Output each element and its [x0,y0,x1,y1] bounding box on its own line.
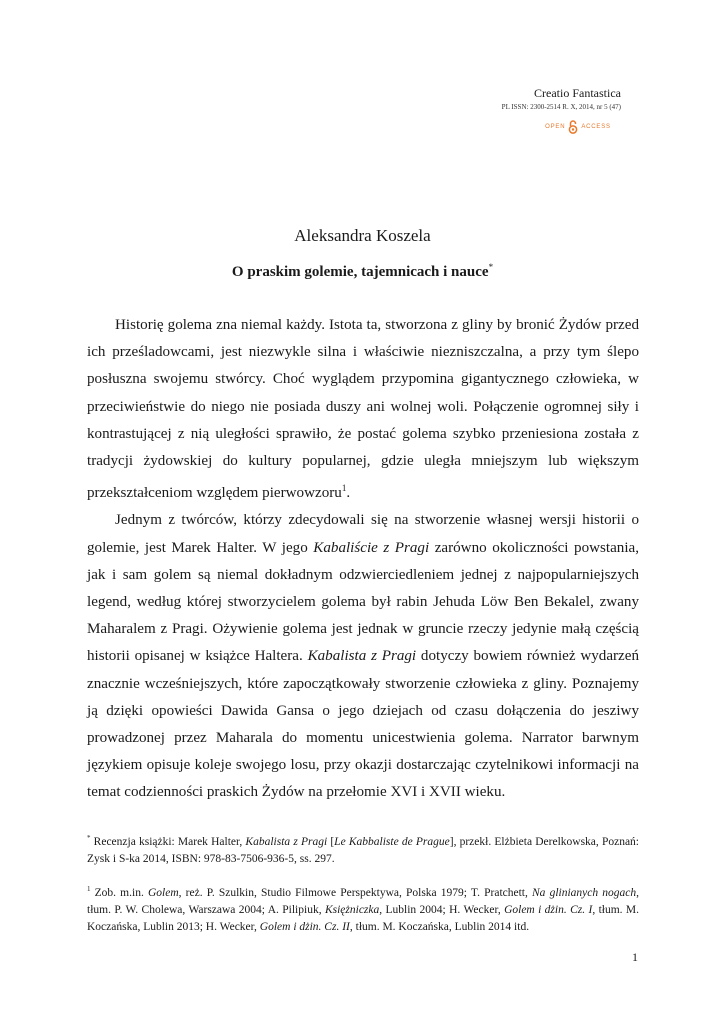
open-access-logo [543,120,613,134]
paragraph-2-text-c: zarówno okoliczności powstania, jak i sam golem są niemal dokładnym odzwierciedleniem jednej z najpopularniejszych legend, według której stworzycielem golema był rabin Jehuda Löw Ben Bekalel, zwany Maharalem z Pragi. Ożywienie golema jest jednak w gruncie rzeczy jedynie małą częścią historii opisanej w książce Haltera. [87,539,639,665]
footnote-star [87,830,639,868]
article-author: Aleksandra Koszela [294,226,431,245]
journal-name: Creatio Fantastica [534,86,621,100]
open-lock-icon [568,120,578,134]
paragraph-2-text-a: Jednym z twórców, którzy zdecydowali się na stworzenie własnej wersji historii o golemie, jest Marek Halter. W jego [87,512,639,556]
footnote-1-title-d: Na glinianych nogach [532,886,637,899]
article-body [87,312,639,807]
footnote-star-original-title: Le Kabbaliste de Prague [334,835,450,848]
footnote-star-text-a: Recenzja książki: Marek Halter, [90,835,246,848]
paragraph-2-book-title-2: Kabalista z Pragi [307,648,417,665]
footnote-star-text-c: [ [327,835,335,848]
paragraph-2-book-title-1: Kabaliście z Pragi [313,539,430,556]
footnote-1-text-i: , tłum. M. Koczańska, Lublin 2013; H. Wecker, [87,903,640,933]
footnote-1 [87,881,639,936]
journal-issn: PL ISSN: 2300-2514 R. X, 2014, nr 5 (47) [501,103,621,111]
footnote-1-title-h: Golem i dżin. Cz. I [504,903,593,916]
footnote-1-title-b: Golem [147,886,179,899]
footnote-ref-1: 1 [341,483,347,494]
journal-header [502,86,621,134]
footnote-1-title-j: Golem i dżin. Cz. II [259,920,350,933]
footnote-1-text-c: , reż. P. Szulkin, Studio Filmowe Perspektywa, Polska 1979; T. Pratchett, [178,886,533,899]
footnote-star-mark: * [87,834,91,842]
footnote-star-text-e: ], przekł. Elżbieta Derelkowska, Poznań: Zysk i S-ka 2014, ISBN: 978-83-7506-936-5, ss. 297. [87,835,639,865]
footnote-1-text-g: , Lublin 2004; H. Wecker, [379,903,505,916]
footnote-1-text-k: , tłum. M. Koczańska, Lublin 2014 itd. [349,920,530,933]
title-footnote-mark: * [488,262,494,272]
footnote-1-mark: 1 [87,885,91,893]
paragraph-1 [87,312,639,507]
page-number: 1 [632,950,638,964]
article-title [0,257,725,282]
footnote-1-title-f: Księżniczka [324,903,380,916]
open-access-left-text: OPEN [545,124,566,130]
open-access-right-text: ACCESS [581,124,611,130]
paragraph-1-text: Historię golema zna niemal każdy. Istota ta, stworzona z gliny by bronić Żydów przed ich prześladowcami, jest niezwykle silna i właściwie niezniszczalna, a przy tym ślepo posłuszna swojemu stwórcy. Choć wyglądem przypomina gigantycznego człowieka, w przeciwieństwie do niego nie posiada duszy ani wolnej woli. Połączenie ogromnej siły i kontrastującej z nią uległości sprawiło, że postać golema szybko przeniesiona została z tradycji żydowskiej do kultury popularnej, gdzie uległa mniejszym lub większym przekształceniom względem pierwowzoru [87,317,639,502]
footnote-1-text-a: Zob. m.in. [90,886,148,899]
paragraph-2-text-e: dotyczy bowiem również wydarzeń znacznie wcześniejszych, które zapoczątkowały stworzenie człowieka z gliny. Poznajemy ją dzięki opowieści Dawida Gansa o jego dziejach od czasu dołączenia do jesziwy prowadzonej przez Maharala do momentu unicestwienia golema. Narrator barwnym językiem opisuje koleje swojego losu, przy okazji dostarczając czytelnikowi informacji na temat codzienności praskich Żydów na przełomie XVI i XVII wieku. [87,648,639,801]
article-title-text: O praskim golemie, tajemnicach i nauce [231,264,489,280]
footnote-1-text-e: , tłum. P. W. Cholewa, Warszawa 2004; A. Pilipiuk, [87,886,639,916]
footnote-star-title: Kabalista z Pragi [245,835,328,848]
paragraph-1-end: . [346,485,351,502]
paragraph-2 [87,507,639,806]
